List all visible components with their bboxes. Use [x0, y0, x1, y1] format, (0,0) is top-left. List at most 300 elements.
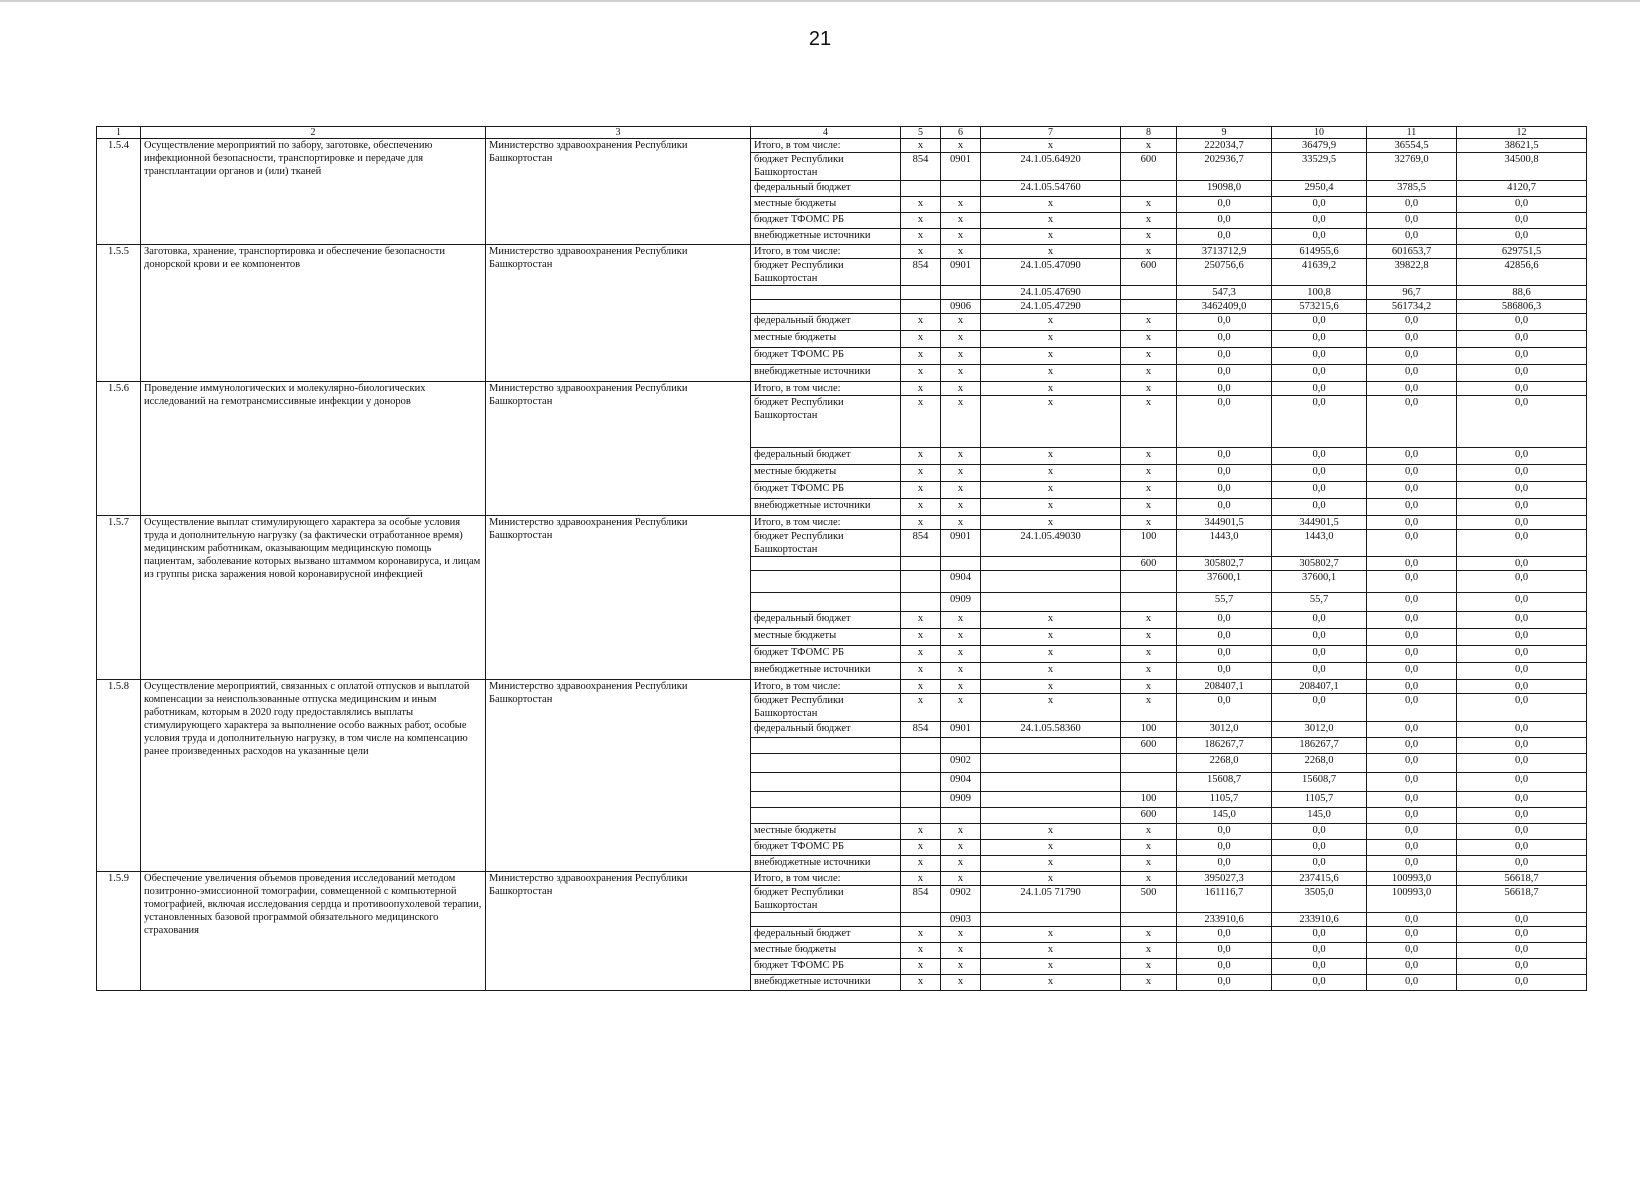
cell-c8: x [1121, 482, 1177, 499]
cell-c6 [941, 286, 981, 300]
cell-v11: 0,0 [1367, 593, 1457, 612]
cell-c5 [901, 792, 941, 808]
cell-c7: x [981, 314, 1121, 331]
cell-v10: 2268,0 [1272, 754, 1367, 773]
cell-c6: x [941, 448, 981, 465]
cell-v12: 0,0 [1457, 197, 1587, 213]
cell-v10: 208407,1 [1272, 680, 1367, 694]
cell-c7: x [981, 482, 1121, 499]
section-executor: Министерство здравоохранения Республики Башкортостан [486, 516, 751, 680]
cell-c6: x [941, 348, 981, 365]
cell-c7: x [981, 448, 1121, 465]
cell-v11: 0,0 [1367, 197, 1457, 213]
cell-v12: 0,0 [1457, 927, 1587, 943]
cell-v9: 0,0 [1177, 840, 1272, 856]
cell-v10: 0,0 [1272, 314, 1367, 331]
cell-v10: 0,0 [1272, 348, 1367, 365]
cell-c6: 0904 [941, 773, 981, 792]
source-label: Итого, в том числе: [751, 872, 901, 886]
header-row [97, 127, 1587, 139]
cell-c5: x [901, 482, 941, 499]
cell-v10: 2950,4 [1272, 181, 1367, 197]
cell-v9: 344901,5 [1177, 516, 1272, 530]
source-label: внебюджетные источники [751, 856, 901, 872]
cell-v10: 0,0 [1272, 927, 1367, 943]
cell-v12: 0,0 [1457, 557, 1587, 571]
cell-v11: 0,0 [1367, 646, 1457, 663]
source-label: федеральный бюджет [751, 612, 901, 629]
cell-v11: 3785,5 [1367, 181, 1457, 197]
cell-v10: 614955,6 [1272, 245, 1367, 259]
cell-v11: 0,0 [1367, 773, 1457, 792]
table-body [97, 127, 1587, 991]
cell-v10: 0,0 [1272, 824, 1367, 840]
cell-c6: x [941, 856, 981, 872]
cell-c7: x [981, 646, 1121, 663]
cell-v11: 0,0 [1367, 663, 1457, 680]
cell-v9: 186267,7 [1177, 738, 1272, 754]
cell-v12: 0,0 [1457, 943, 1587, 959]
cell-v11: 96,7 [1367, 286, 1457, 300]
section-code: 1.5.4 [97, 139, 141, 245]
header-cell: 1 [97, 127, 141, 139]
cell-c6 [941, 808, 981, 824]
cell-v12: 0,0 [1457, 840, 1587, 856]
cell-v12: 0,0 [1457, 694, 1587, 722]
cell-c6: x [941, 975, 981, 991]
cell-c7: 24.1.05.54760 [981, 181, 1121, 197]
cell-c5: x [901, 629, 941, 646]
cell-v12: 629751,5 [1457, 245, 1587, 259]
cell-c7 [981, 593, 1121, 612]
cell-c7: 24.1.05.58360 [981, 722, 1121, 738]
cell-c5: 854 [901, 530, 941, 557]
cell-v10: 0,0 [1272, 448, 1367, 465]
cell-c5: x [901, 139, 941, 153]
source-label: бюджет Республики Башкортостан [751, 886, 901, 913]
section-executor: Министерство здравоохранения Республики Башкортостан [486, 680, 751, 872]
cell-c6: x [941, 694, 981, 722]
cell-c7: x [981, 694, 1121, 722]
cell-v11: 0,0 [1367, 530, 1457, 557]
section-code: 1.5.7 [97, 516, 141, 680]
cell-v10: 3012,0 [1272, 722, 1367, 738]
cell-v12: 88,6 [1457, 286, 1587, 300]
cell-c8 [1121, 300, 1177, 314]
cell-v9: 0,0 [1177, 646, 1272, 663]
cell-v11: 100993,0 [1367, 886, 1457, 913]
cell-c5: 854 [901, 722, 941, 738]
cell-v12: 0,0 [1457, 629, 1587, 646]
cell-c5: x [901, 465, 941, 482]
cell-c7: x [981, 840, 1121, 856]
cell-v9: 0,0 [1177, 314, 1272, 331]
source-label: федеральный бюджет [751, 314, 901, 331]
cell-c5: x [901, 694, 941, 722]
cell-c8: x [1121, 396, 1177, 448]
cell-v11: 0,0 [1367, 943, 1457, 959]
cell-c5: x [901, 943, 941, 959]
cell-v12: 0,0 [1457, 773, 1587, 792]
budget-table [96, 126, 1587, 991]
cell-c7 [981, 913, 1121, 927]
cell-v12: 0,0 [1457, 593, 1587, 612]
cell-c5: x [901, 499, 941, 516]
cell-c8 [1121, 593, 1177, 612]
cell-v10: 186267,7 [1272, 738, 1367, 754]
source-label: бюджет ТФОМС РБ [751, 482, 901, 499]
cell-c8: x [1121, 448, 1177, 465]
source-label [751, 913, 901, 927]
cell-c5: x [901, 646, 941, 663]
table-row [97, 516, 1587, 530]
source-label: местные бюджеты [751, 465, 901, 482]
cell-v12: 4120,7 [1457, 181, 1587, 197]
section-code: 1.5.5 [97, 245, 141, 382]
cell-v9: 0,0 [1177, 612, 1272, 629]
cell-c6: x [941, 840, 981, 856]
cell-v11: 0,0 [1367, 722, 1457, 738]
cell-v9: 0,0 [1177, 927, 1272, 943]
cell-v9: 0,0 [1177, 331, 1272, 348]
cell-v9: 1443,0 [1177, 530, 1272, 557]
header-cell: 6 [941, 127, 981, 139]
cell-c8: x [1121, 331, 1177, 348]
page-number: 21 [808, 28, 832, 50]
cell-c6: 0909 [941, 792, 981, 808]
section-code: 1.5.9 [97, 872, 141, 991]
cell-c5: x [901, 840, 941, 856]
section-description: Обеспечение увеличения объемов проведения исследований методом позитронно-эмиссионной томографии, совмещенной с компьютерной томографией, включая исследования сердца и противоопухолевой терапии, установленных базовой программой обязательного медицинского страхования [141, 872, 486, 991]
cell-c5: x [901, 975, 941, 991]
cell-v10: 0,0 [1272, 629, 1367, 646]
source-label: местные бюджеты [751, 197, 901, 213]
cell-v10: 0,0 [1272, 959, 1367, 975]
source-label [751, 792, 901, 808]
cell-v11: 561734,2 [1367, 300, 1457, 314]
cell-c7: x [981, 229, 1121, 245]
cell-c7 [981, 571, 1121, 593]
header-cell: 4 [751, 127, 901, 139]
cell-c5: x [901, 314, 941, 331]
cell-c6: 0901 [941, 530, 981, 557]
cell-c7: x [981, 516, 1121, 530]
cell-v11: 0,0 [1367, 331, 1457, 348]
cell-v12: 0,0 [1457, 808, 1587, 824]
cell-c6: 0901 [941, 259, 981, 286]
cell-v9: 233910,6 [1177, 913, 1272, 927]
cell-c6: x [941, 959, 981, 975]
cell-c8: x [1121, 197, 1177, 213]
cell-c7: x [981, 824, 1121, 840]
cell-c6: x [941, 482, 981, 499]
source-label: бюджет Республики Башкортостан [751, 259, 901, 286]
cell-c8: x [1121, 646, 1177, 663]
cell-c5: x [901, 365, 941, 382]
cell-v9: 1105,7 [1177, 792, 1272, 808]
cell-c5: x [901, 824, 941, 840]
cell-v10: 0,0 [1272, 856, 1367, 872]
cell-c8 [1121, 913, 1177, 927]
cell-c8 [1121, 181, 1177, 197]
cell-c7: x [981, 499, 1121, 516]
cell-v12: 0,0 [1457, 856, 1587, 872]
cell-c5 [901, 557, 941, 571]
cell-c7: x [981, 680, 1121, 694]
cell-v12: 38621,5 [1457, 139, 1587, 153]
cell-c7: x [981, 612, 1121, 629]
cell-c5: x [901, 516, 941, 530]
cell-v12: 42856,6 [1457, 259, 1587, 286]
source-label: бюджет ТФОМС РБ [751, 840, 901, 856]
cell-c5 [901, 571, 941, 593]
cell-c8: x [1121, 680, 1177, 694]
cell-c8: x [1121, 824, 1177, 840]
cell-c6: x [941, 229, 981, 245]
cell-c6: x [941, 824, 981, 840]
cell-v11: 0,0 [1367, 516, 1457, 530]
cell-c5: 854 [901, 886, 941, 913]
section-executor: Министерство здравоохранения Республики Башкортостан [486, 872, 751, 991]
cell-c6: x [941, 314, 981, 331]
cell-c7: x [981, 331, 1121, 348]
cell-v10: 36479,9 [1272, 139, 1367, 153]
cell-c6: x [941, 365, 981, 382]
cell-c5 [901, 913, 941, 927]
cell-v9: 222034,7 [1177, 139, 1272, 153]
cell-c8: 600 [1121, 738, 1177, 754]
cell-v11: 36554,5 [1367, 139, 1457, 153]
cell-c8: x [1121, 629, 1177, 646]
cell-c8: x [1121, 229, 1177, 245]
cell-c6 [941, 738, 981, 754]
section-executor: Министерство здравоохранения Республики Башкортостан [486, 382, 751, 516]
cell-v9: 0,0 [1177, 213, 1272, 229]
cell-c7: 24.1.05.47290 [981, 300, 1121, 314]
cell-v10: 1443,0 [1272, 530, 1367, 557]
cell-c5: x [901, 663, 941, 680]
source-label [751, 754, 901, 773]
cell-c8: x [1121, 694, 1177, 722]
cell-v9: 208407,1 [1177, 680, 1272, 694]
cell-v11: 0,0 [1367, 629, 1457, 646]
cell-v10: 0,0 [1272, 465, 1367, 482]
source-label: бюджет Республики Башкортостан [751, 153, 901, 181]
cell-c8: x [1121, 856, 1177, 872]
cell-c6: x [941, 465, 981, 482]
cell-c7 [981, 808, 1121, 824]
cell-c7 [981, 557, 1121, 571]
cell-c6: x [941, 382, 981, 396]
cell-v12: 0,0 [1457, 482, 1587, 499]
source-label: федеральный бюджет [751, 448, 901, 465]
cell-c5: x [901, 396, 941, 448]
source-label: федеральный бюджет [751, 181, 901, 197]
source-label [751, 593, 901, 612]
cell-c5: x [901, 245, 941, 259]
cell-v12: 0,0 [1457, 213, 1587, 229]
cell-c7: x [981, 396, 1121, 448]
cell-c8: x [1121, 612, 1177, 629]
cell-c6: x [941, 629, 981, 646]
header-cell: 12 [1457, 127, 1587, 139]
cell-c6: x [941, 943, 981, 959]
cell-c8: 100 [1121, 530, 1177, 557]
cell-v11: 39822,8 [1367, 259, 1457, 286]
cell-c5: x [901, 872, 941, 886]
cell-c6: x [941, 331, 981, 348]
source-label: внебюджетные источники [751, 229, 901, 245]
cell-v10: 37600,1 [1272, 571, 1367, 593]
source-label: Итого, в том числе: [751, 382, 901, 396]
cell-c7: x [981, 975, 1121, 991]
cell-v12: 0,0 [1457, 382, 1587, 396]
source-label: внебюджетные источники [751, 499, 901, 516]
cell-c7: x [981, 856, 1121, 872]
cell-v12: 0,0 [1457, 516, 1587, 530]
cell-v12: 0,0 [1457, 465, 1587, 482]
cell-v11: 0,0 [1367, 824, 1457, 840]
cell-c5: x [901, 612, 941, 629]
cell-c7: x [981, 872, 1121, 886]
cell-c5: 854 [901, 153, 941, 181]
cell-v10: 0,0 [1272, 663, 1367, 680]
section-executor: Министерство здравоохранения Республики Башкортостан [486, 139, 751, 245]
cell-c5 [901, 808, 941, 824]
cell-c6: x [941, 872, 981, 886]
table-row [97, 382, 1587, 396]
cell-v11: 0,0 [1367, 314, 1457, 331]
header-cell: 8 [1121, 127, 1177, 139]
cell-v10: 0,0 [1272, 499, 1367, 516]
cell-c7: 24.1.05.49030 [981, 530, 1121, 557]
section-description: Осуществление мероприятий, связанных с оплатой отпусков и выплатой компенсации за неиспользованные отпуска медицинским и иным работникам, которым в 2020 году предоставлялись выплаты стимулирующего характера за выполнение особо важных работ, особые условия труда и дополнительную нагрузку, в том числе на компенсацию ранее произведенных расходов на указанные цели [141, 680, 486, 872]
source-label: внебюджетные источники [751, 975, 901, 991]
cell-c6: 0909 [941, 593, 981, 612]
cell-c5: x [901, 197, 941, 213]
source-label: местные бюджеты [751, 824, 901, 840]
cell-c8: 600 [1121, 808, 1177, 824]
cell-v9: 0,0 [1177, 197, 1272, 213]
cell-c5 [901, 300, 941, 314]
cell-v12: 0,0 [1457, 754, 1587, 773]
cell-c8: x [1121, 465, 1177, 482]
cell-c7: x [981, 465, 1121, 482]
cell-v9: 0,0 [1177, 959, 1272, 975]
cell-v10: 0,0 [1272, 943, 1367, 959]
cell-c7: x [981, 959, 1121, 975]
table-row [97, 245, 1587, 259]
cell-v12: 0,0 [1457, 348, 1587, 365]
header-cell: 9 [1177, 127, 1272, 139]
top-rule [0, 0, 1640, 2]
cell-c8: 600 [1121, 557, 1177, 571]
cell-v10: 145,0 [1272, 808, 1367, 824]
cell-c7: x [981, 943, 1121, 959]
cell-v9: 547,3 [1177, 286, 1272, 300]
cell-v12: 0,0 [1457, 646, 1587, 663]
cell-c5 [901, 754, 941, 773]
cell-v9: 145,0 [1177, 808, 1272, 824]
cell-v11: 0,0 [1367, 738, 1457, 754]
cell-c6: x [941, 499, 981, 516]
cell-v10: 0,0 [1272, 840, 1367, 856]
cell-c5: x [901, 348, 941, 365]
cell-c5 [901, 738, 941, 754]
header-cell: 10 [1272, 127, 1367, 139]
section-description: Осуществление мероприятий по забору, заготовке, обеспечению инфекционной безопасности, транспортировке и передаче для трансплантации органов и (или) тканей [141, 139, 486, 245]
cell-v10: 0,0 [1272, 229, 1367, 245]
cell-v9: 0,0 [1177, 396, 1272, 448]
cell-c6: x [941, 612, 981, 629]
cell-c6: x [941, 213, 981, 229]
cell-v12: 0,0 [1457, 663, 1587, 680]
cell-v10: 0,0 [1272, 365, 1367, 382]
cell-c6: x [941, 516, 981, 530]
cell-c8: x [1121, 943, 1177, 959]
source-label: бюджет Республики Башкортостан [751, 396, 901, 448]
cell-c7: x [981, 365, 1121, 382]
cell-v11: 601653,7 [1367, 245, 1457, 259]
cell-v10: 0,0 [1272, 482, 1367, 499]
cell-v9: 0,0 [1177, 448, 1272, 465]
header-cell: 5 [901, 127, 941, 139]
cell-c8: x [1121, 516, 1177, 530]
cell-c7 [981, 738, 1121, 754]
cell-c6: 0903 [941, 913, 981, 927]
cell-c8: 100 [1121, 722, 1177, 738]
table-row [97, 872, 1587, 886]
cell-c8 [1121, 571, 1177, 593]
cell-v9: 0,0 [1177, 382, 1272, 396]
cell-c8: x [1121, 872, 1177, 886]
cell-v10: 33529,5 [1272, 153, 1367, 181]
source-label: федеральный бюджет [751, 722, 901, 738]
cell-v9: 305802,7 [1177, 557, 1272, 571]
source-label: Итого, в том числе: [751, 139, 901, 153]
cell-v10: 0,0 [1272, 331, 1367, 348]
cell-c5: x [901, 856, 941, 872]
cell-c8: x [1121, 213, 1177, 229]
cell-v10: 55,7 [1272, 593, 1367, 612]
cell-c6: 0904 [941, 571, 981, 593]
cell-v11: 0,0 [1367, 754, 1457, 773]
cell-v9: 15608,7 [1177, 773, 1272, 792]
cell-v9: 0,0 [1177, 348, 1272, 365]
cell-c5: x [901, 680, 941, 694]
cell-v10: 0,0 [1272, 396, 1367, 448]
source-label: местные бюджеты [751, 629, 901, 646]
cell-v11: 0,0 [1367, 213, 1457, 229]
cell-v12: 0,0 [1457, 824, 1587, 840]
cell-v11: 0,0 [1367, 382, 1457, 396]
cell-v10: 3505,0 [1272, 886, 1367, 913]
cell-c6: 0902 [941, 886, 981, 913]
header-cell: 2 [141, 127, 486, 139]
cell-v12: 0,0 [1457, 722, 1587, 738]
cell-v12: 0,0 [1457, 365, 1587, 382]
cell-c5: x [901, 229, 941, 245]
cell-c5: x [901, 382, 941, 396]
cell-c7: 24.1.05.47690 [981, 286, 1121, 300]
source-label: Итого, в том числе: [751, 245, 901, 259]
cell-v11: 0,0 [1367, 959, 1457, 975]
cell-v12: 0,0 [1457, 448, 1587, 465]
source-label: местные бюджеты [751, 331, 901, 348]
cell-v10: 0,0 [1272, 213, 1367, 229]
source-label [751, 300, 901, 314]
cell-c8: 600 [1121, 153, 1177, 181]
